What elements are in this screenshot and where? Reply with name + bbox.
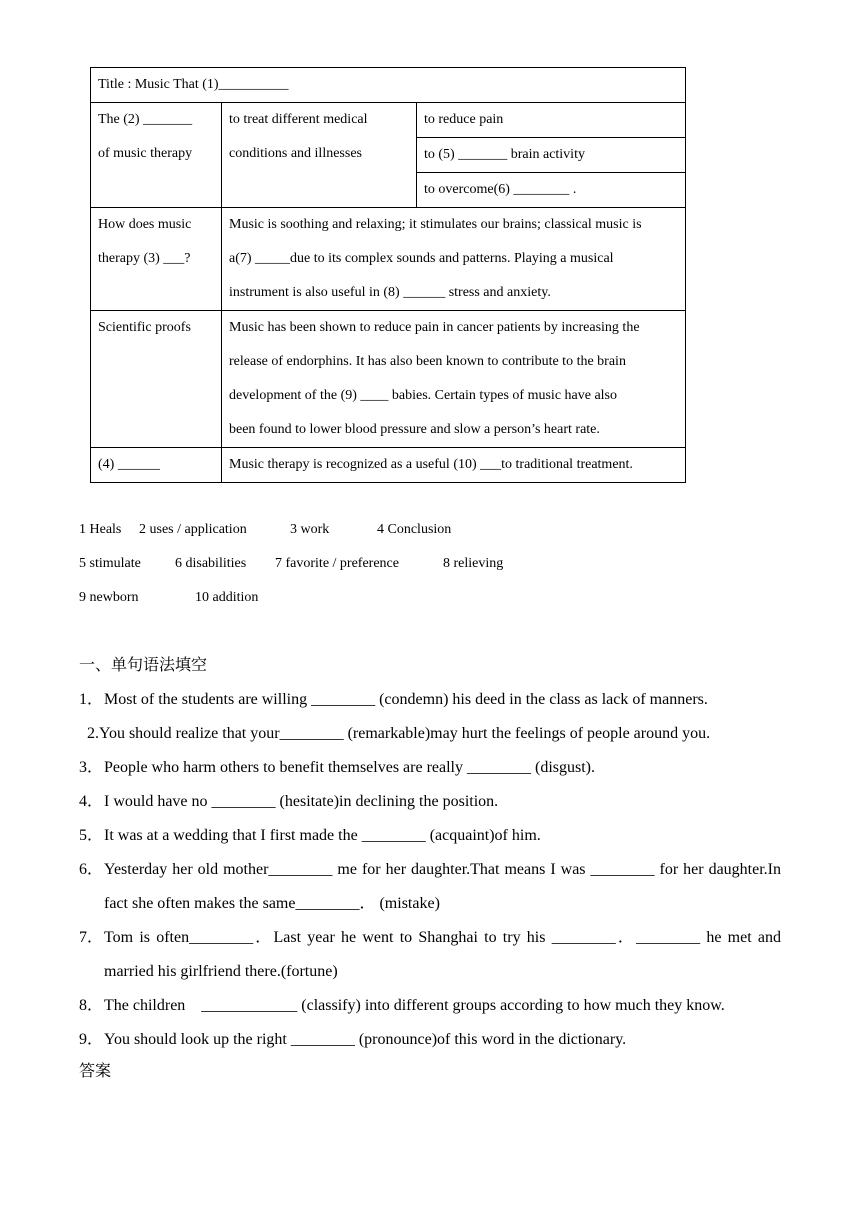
- question-number: 9．: [79, 1031, 104, 1048]
- proofs-line: Music has been shown to reduce pain in cancer patients by increasing the: [229, 320, 640, 335]
- uses-item-cell: to reduce pain: [417, 103, 686, 138]
- proofs-line: release of endorphins. It has also been known to contribute to the brain: [229, 354, 626, 369]
- question-number: 5．: [79, 827, 104, 844]
- answer-key-item: 4 Conclusion: [377, 522, 452, 537]
- question-number: 8．: [79, 997, 104, 1014]
- table-title-cell: Title : Music That (1)__________: [91, 68, 686, 103]
- question-number: 1．: [79, 691, 104, 708]
- proofs-line: been found to lower blood pressure and slow a person’s heart rate.: [229, 422, 600, 437]
- question-text: I would have no ________ (hesitate)in declining the position.: [104, 793, 499, 810]
- proofs-heading-cell: Scientific proofs: [91, 311, 222, 448]
- proofs-body-cell: [222, 311, 686, 448]
- conclusion-heading-cell: (4) ______: [91, 448, 222, 483]
- question-item: [79, 819, 781, 853]
- question-item: [79, 683, 781, 717]
- uses-heading-line1: The (2) _______: [98, 112, 193, 127]
- question-number: 6．: [79, 861, 104, 878]
- answer-key-item: 9 newborn: [79, 590, 139, 605]
- question-text: Tom is often________．Last year he went to Shanghai to try his ________．________ he met and married his girlfriend there.(fortune): [104, 929, 781, 980]
- uses-purpose-cell: [222, 103, 417, 208]
- how-works-line: instrument is also useful in (8) ______ stress and anxiety.: [229, 285, 551, 300]
- question-text: Most of the students are willing ________ (condemn) his deed in the class as lack of manners.: [104, 691, 708, 708]
- question-text: The children ____________ (classify) into different groups according to how much they know.: [104, 997, 725, 1014]
- question-text: Yesterday her old mother________ me for her daughter.That means I was ________ for her daughter.In fact she often makes the same________． (mistake): [104, 861, 781, 912]
- answer-key-item: 5 stimulate: [79, 556, 141, 571]
- question-item: [79, 853, 781, 921]
- answer-label: 答案: [79, 1061, 112, 1080]
- question-number: 4．: [79, 793, 104, 810]
- question-text: 2.You should realize that your________ (remarkable)may hurt the feelings of people around you.: [87, 725, 711, 742]
- uses-heading-cell: [91, 103, 222, 208]
- how-works-heading-line2: therapy (3) ___?: [98, 251, 191, 266]
- answer-key-item: 3 work: [290, 522, 330, 537]
- question-item: [79, 921, 781, 989]
- answer-key-item: 10 addition: [195, 590, 259, 605]
- section-title: 一、单句语法填空: [79, 655, 208, 674]
- question-item: [79, 989, 781, 1023]
- question-item: [79, 717, 781, 751]
- question-list: [79, 683, 781, 1057]
- answer-key-item: 6 disabilities: [175, 556, 247, 571]
- question-number: 7．: [79, 929, 104, 946]
- proofs-line: development of the (9) ____ babies. Certain types of music have also: [229, 388, 618, 403]
- answer-key-item: 8 relieving: [443, 556, 504, 571]
- uses-heading-line2: of music therapy: [98, 146, 193, 161]
- answer-key-item: 2 uses / application: [139, 522, 247, 537]
- how-works-line: Music is soothing and relaxing; it stimulates our brains; classical music is: [229, 217, 642, 232]
- question-item: [79, 785, 781, 819]
- question-item: [79, 751, 781, 785]
- uses-item-cell: to overcome(6) ________ .: [417, 173, 686, 208]
- question-text: You should look up the right ________ (pronounce)of this word in the dictionary.: [104, 1031, 627, 1048]
- uses-purpose-line2: conditions and illnesses: [229, 146, 362, 161]
- answer-key-item: 1 Heals: [79, 522, 122, 537]
- summary-table: [90, 67, 686, 483]
- question-text: People who harm others to benefit themselves are really ________ (disgust).: [104, 759, 595, 776]
- how-works-body-cell: [222, 208, 686, 311]
- uses-item-cell: to (5) _______ brain activity: [417, 138, 686, 173]
- how-works-line: a(7) _____due to its complex sounds and patterns. Playing a musical: [229, 251, 614, 266]
- question-number: 3．: [79, 759, 104, 776]
- how-works-heading-line1: How does music: [98, 217, 192, 232]
- question-item: [79, 1023, 781, 1057]
- answer-key-item: 7 favorite / preference: [275, 556, 399, 571]
- conclusion-body-cell: Music therapy is recognized as a useful (10) ___to traditional treatment.: [222, 448, 686, 483]
- question-text: It was at a wedding that I first made the ________ (acquaint)of him.: [104, 827, 541, 844]
- how-works-heading-cell: [91, 208, 222, 311]
- uses-purpose-line1: to treat different medical: [229, 112, 368, 127]
